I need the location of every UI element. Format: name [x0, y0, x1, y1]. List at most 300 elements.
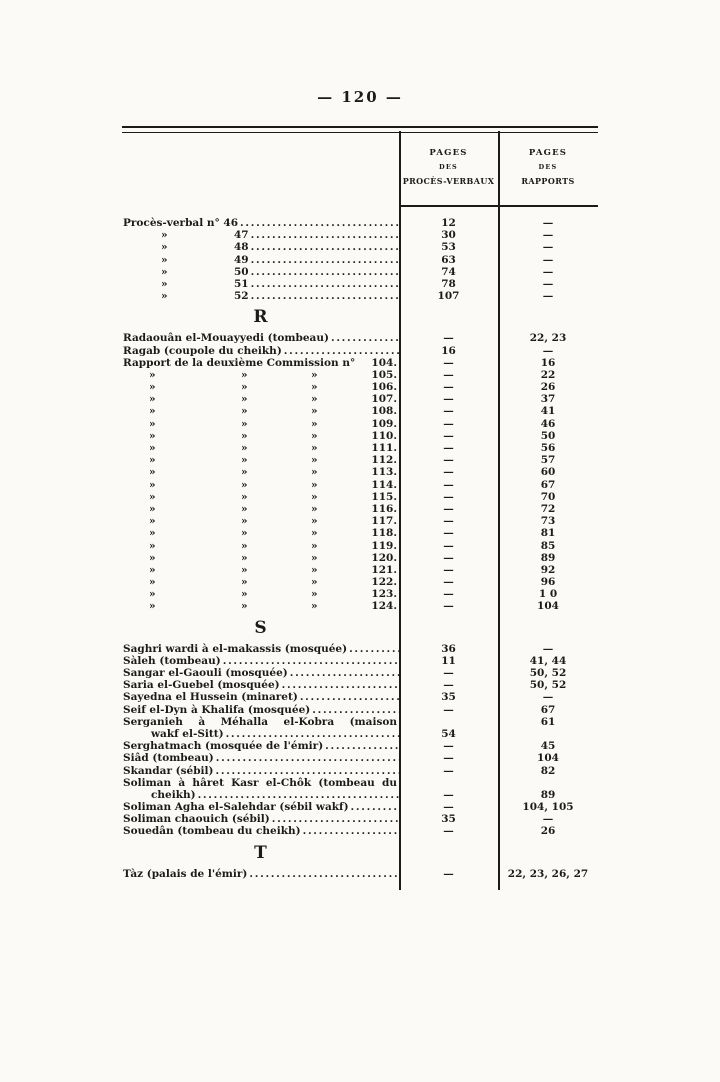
- pv-page-value: —: [443, 393, 454, 406]
- rapport-page-cell: [498, 588, 598, 600]
- entry-row: [122, 479, 598, 491]
- ditto-guillemet-mark: »: [161, 241, 168, 254]
- entry-label: Siâd (tombeau): [123, 752, 214, 765]
- ditto-guillemet-mark: »: [241, 600, 248, 613]
- section-letter: S: [254, 617, 268, 638]
- rapport-page-value: 67: [540, 478, 556, 491]
- pv-page-cell: [399, 217, 498, 229]
- ditto-number-group: [311, 588, 399, 600]
- pv-page-value: 107: [437, 290, 460, 303]
- rapport-page-cell: [498, 393, 598, 405]
- rapport-page-value: 61: [540, 715, 556, 728]
- entry-number: 123.: [371, 588, 397, 601]
- entry-row: [122, 442, 598, 454]
- entry-cell: [122, 515, 399, 527]
- entry-cell: [122, 643, 399, 655]
- entry-cell: [122, 704, 399, 716]
- ditto-guillemet-mark: »: [149, 442, 156, 454]
- entry-cell: [122, 503, 399, 515]
- rapport-page-cell: [498, 613, 598, 643]
- leader-dots: [349, 643, 399, 655]
- pv-page-cell: [399, 241, 498, 253]
- pv-page-value: —: [443, 740, 454, 753]
- entry-cell: [122, 290, 399, 302]
- entry-cell: [122, 442, 399, 454]
- pv-header-line: DES: [439, 163, 458, 171]
- entry-number: 121.: [371, 563, 397, 576]
- rapport-page-cell: [498, 418, 598, 430]
- entry-number: 124.: [371, 600, 397, 613]
- ditto-guillemet-mark: »: [149, 588, 156, 601]
- ditto-guillemet-mark: »: [241, 381, 248, 394]
- pv-header-line: PAGES: [429, 148, 468, 158]
- pv-page-cell: [399, 740, 498, 752]
- ditto-guillemet-mark: »: [241, 454, 248, 467]
- entry-label: Seif el-Dyn à Khalifa (mosquée): [123, 703, 311, 716]
- entry-row: [122, 217, 598, 229]
- pv-page-cell: [399, 479, 498, 491]
- pv-page-cell: [399, 801, 498, 813]
- entry-label: Soliman Agha el-Salehdar (sébil wakf): [123, 801, 349, 814]
- ditto-guillemet-mark: »: [241, 576, 248, 589]
- rapport-page-value: —: [542, 277, 554, 290]
- pv-page-cell: [399, 405, 498, 417]
- proces-verbaux-column-header: [399, 133, 498, 208]
- leader-dots: [282, 679, 399, 691]
- rapport-page-cell: [498, 332, 598, 344]
- ditto-guillemet-mark: »: [311, 417, 318, 430]
- pv-page-cell: [399, 302, 498, 332]
- rapport-page-cell: [498, 217, 598, 229]
- pv-page-cell: [399, 254, 498, 266]
- ditto-guillemet-mark: »: [311, 368, 318, 381]
- ditto-guillemet-mark: »: [161, 229, 168, 242]
- ditto-guillemet-mark: »: [241, 502, 248, 515]
- entry-cell: [122, 789, 399, 801]
- entry-cell: [122, 813, 399, 825]
- ditto-guillemet-mark: »: [241, 490, 248, 503]
- pv-page-cell: [399, 667, 498, 679]
- entry-number: 119.: [371, 539, 397, 552]
- pv-page-value: —: [443, 576, 454, 589]
- entry-cell: [122, 600, 399, 612]
- entry-row: [122, 290, 598, 302]
- ditto-number-group: [311, 552, 399, 564]
- rapport-page-cell: [498, 801, 598, 813]
- entry-row: [122, 825, 598, 837]
- entry-row: [122, 357, 598, 369]
- entry-number: 111.: [371, 442, 397, 454]
- ditto-number-group: [311, 491, 399, 503]
- ditto-number-group: [311, 576, 399, 588]
- rapport-page-value: —: [542, 691, 554, 704]
- pv-page-cell: [399, 491, 498, 503]
- pv-page-cell: [399, 418, 498, 430]
- entry-cell: [122, 369, 399, 381]
- rapport-page-cell: [498, 564, 598, 576]
- entry-row: [122, 600, 598, 612]
- rapport-page-value: 72: [540, 502, 556, 515]
- leader-dots: [251, 266, 399, 278]
- rapport-page-cell: [498, 765, 598, 777]
- pv-page-cell: [399, 765, 498, 777]
- ditto-guillemet-mark: »: [149, 417, 156, 430]
- leader-dots: [198, 789, 399, 801]
- vertical-rule-left: [399, 131, 401, 890]
- entry-cell: [122, 381, 399, 393]
- pv-page-value: —: [443, 600, 454, 613]
- entry-label: Radaouân el-Mouayyedi (tombeau): [123, 332, 329, 345]
- entry-label: Sayedna el Hussein (minaret): [123, 691, 298, 704]
- section-letter: R: [253, 307, 269, 328]
- entry-cell: [122, 752, 399, 764]
- entry-number: 113.: [371, 466, 397, 479]
- entry-label: Serghatmach (mosquée de l'émir): [123, 740, 324, 753]
- rapport-page-value: 89: [540, 788, 556, 801]
- entry-row: [122, 278, 598, 290]
- rapport-page-value: 60: [540, 466, 556, 479]
- rapport-page-value: 46: [540, 417, 556, 430]
- leader-dots: [331, 332, 399, 344]
- rapport-page-value: 96: [540, 576, 556, 589]
- entry-row: [122, 588, 598, 600]
- entry-number: 48: [234, 241, 249, 254]
- entry-cell: [122, 576, 399, 588]
- ditto-guillemet-mark: »: [149, 478, 156, 491]
- ditto-guillemet-mark: »: [149, 502, 156, 515]
- rapport-page-value: 89: [540, 551, 556, 564]
- ditto-guillemet-mark: »: [149, 600, 156, 613]
- rapport-page-value: 22, 23: [529, 332, 567, 345]
- entry-number: 108.: [371, 405, 397, 418]
- pv-page-value: —: [443, 825, 454, 838]
- table-top-rule: [122, 126, 598, 133]
- entry-row: [122, 345, 598, 357]
- pv-page-cell: [399, 825, 498, 837]
- ditto-guillemet-mark: »: [311, 527, 318, 540]
- rapport-page-value: 50, 52: [529, 679, 567, 692]
- rapport-page-cell: [498, 266, 598, 278]
- entry-row: [122, 704, 598, 716]
- rapport-page-value: 92: [540, 563, 556, 576]
- entry-label: Souedân (tombeau du cheikh): [123, 825, 301, 838]
- rapport-page-cell: [498, 278, 598, 290]
- pv-page-value: —: [443, 356, 454, 369]
- entry-label: Ragab (coupole du cheikh): [123, 344, 282, 357]
- pv-page-value: 78: [441, 277, 456, 290]
- entry-label: Soliman chaouich (sébil): [123, 813, 270, 826]
- entry-cell: [122, 716, 399, 728]
- entry-row: [122, 381, 598, 393]
- pv-page-cell: [399, 527, 498, 539]
- rapport-page-value: —: [542, 642, 554, 655]
- leader-dots: [312, 704, 399, 716]
- entry-cell: [122, 765, 399, 777]
- ditto-number-group: [311, 600, 399, 612]
- rapport-page-value: 41, 44: [529, 654, 567, 667]
- rapport-page-cell: [498, 540, 598, 552]
- ditto-guillemet-mark: »: [311, 600, 318, 613]
- entry-row: [122, 789, 598, 801]
- rapport-page-cell: [498, 825, 598, 837]
- pv-page-cell: [399, 588, 498, 600]
- pv-page-value: —: [443, 478, 454, 491]
- ditto-guillemet-mark: »: [311, 563, 318, 576]
- entry-row: [122, 430, 598, 442]
- ditto-guillemet-mark: »: [149, 515, 156, 528]
- entry-row: [122, 801, 598, 813]
- entry-cell: [122, 266, 399, 278]
- leader-dots: [272, 813, 399, 825]
- entry-row: [122, 752, 598, 764]
- pv-page-value: —: [443, 801, 454, 814]
- pv-page-cell: [399, 716, 498, 728]
- ditto-guillemet-mark: »: [311, 393, 318, 406]
- entry-cell: [122, 229, 399, 241]
- rapport-page-cell: [498, 302, 598, 332]
- ditto-number-group: [311, 503, 399, 515]
- ditto-guillemet-mark: »: [241, 588, 248, 601]
- rapport-page-cell: [498, 576, 598, 588]
- entry-cell: [122, 868, 399, 880]
- ditto-guillemet-mark: »: [241, 429, 248, 442]
- leader-dots: [325, 740, 399, 752]
- rapport-page-value: 37: [540, 393, 556, 406]
- rapport-page-value: 22, 23, 26, 27: [507, 867, 589, 880]
- leader-dots: [251, 229, 399, 241]
- rapport-page-cell: [498, 229, 598, 241]
- entry-row: [122, 491, 598, 503]
- entry-row: [122, 393, 598, 405]
- ditto-guillemet-mark: »: [311, 576, 318, 589]
- entry-number: 109.: [371, 417, 397, 430]
- rapport-page-cell: [498, 679, 598, 691]
- pv-page-value: —: [443, 332, 454, 345]
- leader-dots: [300, 691, 399, 703]
- rapport-page-value: 22: [540, 368, 556, 381]
- rapport-page-cell: [498, 600, 598, 612]
- rapport-page-cell: [498, 789, 598, 801]
- entry-label: Sangar el-Gaouli (mosquée): [123, 667, 288, 679]
- leader-dots: [251, 254, 399, 266]
- entry-cell: [122, 405, 399, 417]
- rapport-page-cell: [498, 838, 598, 868]
- ditto-number-group: [311, 381, 399, 393]
- rapports-header-line: RAPPORTS: [521, 176, 575, 186]
- pv-page-cell: [399, 278, 498, 290]
- entry-row: [122, 716, 598, 728]
- pv-page-value: —: [443, 515, 454, 528]
- rapport-page-cell: [498, 369, 598, 381]
- entry-number: 116.: [371, 502, 397, 515]
- pv-page-cell: [399, 357, 498, 369]
- ditto-guillemet-mark: »: [149, 551, 156, 564]
- entry-label: Rapport de la deuxième Commission n°: [123, 356, 356, 369]
- entry-row: [122, 868, 598, 880]
- rapport-page-cell: [498, 655, 598, 667]
- rapport-page-value: 81: [540, 527, 556, 540]
- rapport-page-value: —: [542, 253, 554, 266]
- entry-number: 51: [234, 277, 249, 290]
- entry-row: [122, 229, 598, 241]
- entry-row: [122, 454, 598, 466]
- entry-cell: [122, 278, 399, 290]
- pv-page-cell: [399, 454, 498, 466]
- pv-page-value: —: [443, 429, 454, 442]
- ditto-guillemet-mark: »: [311, 454, 318, 467]
- pv-page-cell: [399, 564, 498, 576]
- entry-cell: [122, 217, 399, 229]
- table-body: [122, 208, 598, 896]
- ditto-guillemet-mark: »: [241, 405, 248, 418]
- ditto-guillemet-mark: »: [241, 527, 248, 540]
- section-row: [122, 838, 598, 868]
- ditto-guillemet-mark: »: [149, 381, 156, 394]
- pv-page-cell: [399, 868, 498, 880]
- ditto-number-group: [311, 515, 399, 527]
- rapport-page-value: 56: [540, 442, 556, 454]
- entry-cell: [122, 655, 399, 667]
- leader-dots: [251, 278, 399, 290]
- rapport-page-cell: [498, 777, 598, 789]
- ditto-guillemet-mark: »: [311, 429, 318, 442]
- rapport-page-cell: [498, 381, 598, 393]
- entry-cell: [122, 777, 399, 789]
- ditto-guillemet-mark: »: [149, 393, 156, 406]
- pv-page-cell: [399, 332, 498, 344]
- rapport-page-value: 26: [540, 825, 556, 838]
- entry-row: [122, 241, 598, 253]
- entry-cell: [122, 691, 399, 703]
- entry-row: [122, 643, 598, 655]
- ditto-guillemet-mark: »: [311, 515, 318, 528]
- entry-row: [122, 728, 598, 740]
- rapport-page-value: 82: [540, 764, 556, 777]
- ditto-number-group: [311, 418, 399, 430]
- pv-page-cell: [399, 600, 498, 612]
- entry-number: 52: [234, 290, 249, 303]
- entry-cell: [122, 667, 399, 679]
- entry-cell: [122, 564, 399, 576]
- rapport-page-cell: [498, 704, 598, 716]
- pv-page-cell: [399, 838, 498, 868]
- entry-row: [122, 777, 598, 789]
- pv-page-cell: [399, 576, 498, 588]
- leader-dots: [240, 217, 399, 229]
- ditto-guillemet-mark: »: [311, 490, 318, 503]
- section-letter: T: [254, 842, 268, 863]
- rapport-page-value: —: [542, 813, 554, 826]
- ditto-guillemet-mark: »: [149, 539, 156, 552]
- entry-row: [122, 552, 598, 564]
- entry-number: 122.: [371, 576, 397, 589]
- rapport-page-cell: [498, 667, 598, 679]
- leader-dots: [251, 290, 399, 302]
- pv-page-cell: [399, 813, 498, 825]
- pv-page-cell: [399, 381, 498, 393]
- rapport-page-cell: [498, 442, 598, 454]
- ditto-guillemet-mark: »: [241, 563, 248, 576]
- entry-row: [122, 254, 598, 266]
- entry-cell: [122, 588, 399, 600]
- pv-page-value: 53: [441, 241, 456, 254]
- ditto-guillemet-mark: »: [149, 490, 156, 503]
- entry-row: [122, 466, 598, 478]
- entry-number: 114.: [371, 478, 397, 491]
- leader-dots: [216, 752, 399, 764]
- rapport-page-value: 67: [540, 703, 556, 716]
- leader-dots: [303, 825, 399, 837]
- ditto-guillemet-mark: »: [241, 466, 248, 479]
- ditto-guillemet-mark: »: [311, 539, 318, 552]
- entry-cell: [122, 728, 399, 740]
- pv-page-value: 74: [441, 265, 456, 278]
- ditto-guillemet-mark: »: [241, 515, 248, 528]
- pv-page-cell: [399, 515, 498, 527]
- entry-label: Sàleh (tombeau): [123, 654, 221, 667]
- rapport-page-value: —: [542, 344, 554, 357]
- pv-page-value: 63: [441, 253, 456, 266]
- entry-label: Skandar (sébil): [123, 764, 214, 777]
- entry-number: 49: [234, 253, 249, 266]
- entry-row: [122, 679, 598, 691]
- leader-dots: [284, 345, 399, 357]
- ditto-number-group: [311, 393, 399, 405]
- rapport-page-cell: [498, 868, 598, 880]
- entry-label-continuation: wakf el-Sitt): [151, 727, 224, 740]
- entry-number: 107.: [371, 393, 397, 406]
- entry-number: 118.: [371, 527, 397, 540]
- rapport-page-cell: [498, 813, 598, 825]
- pv-page-value: —: [443, 551, 454, 564]
- pv-page-value: 30: [441, 229, 456, 242]
- entry-number: 120.: [371, 551, 397, 564]
- entry-number: 105.: [371, 368, 397, 381]
- entry-cell: [122, 393, 399, 405]
- pv-page-value: —: [443, 679, 454, 692]
- rapport-page-value: 45: [540, 740, 556, 753]
- pv-page-value: —: [443, 539, 454, 552]
- ditto-guillemet-mark: »: [311, 405, 318, 418]
- ditto-guillemet-mark: »: [241, 478, 248, 491]
- rapport-page-value: —: [542, 290, 554, 303]
- pv-page-cell: [399, 704, 498, 716]
- leader-dots: [251, 241, 399, 253]
- pv-page-cell: [399, 540, 498, 552]
- entries-column-header-empty: [122, 133, 399, 208]
- rapport-page-cell: [498, 503, 598, 515]
- rapport-page-cell: [498, 405, 598, 417]
- entry-row: [122, 691, 598, 703]
- entry-cell: [122, 527, 399, 539]
- entry-cell: [122, 345, 399, 357]
- rapport-page-cell: [498, 454, 598, 466]
- rapport-page-cell: [498, 716, 598, 728]
- pv-header-line: PROCÈS-VERBAUX: [402, 176, 495, 186]
- entry-cell: [122, 357, 399, 369]
- entry-label: Saria el-Guebel (mosquée): [123, 679, 280, 692]
- pv-page-cell: [399, 643, 498, 655]
- rapport-page-cell: [498, 527, 598, 539]
- rapport-page-value: 41: [540, 405, 556, 418]
- rapport-page-cell: [498, 479, 598, 491]
- entry-label: Procès-verbal n° 46: [123, 217, 239, 229]
- entry-row: [122, 418, 598, 430]
- pv-page-value: —: [443, 588, 454, 601]
- ditto-guillemet-mark: »: [241, 539, 248, 552]
- pv-page-cell: [399, 752, 498, 764]
- pv-page-value: 35: [441, 813, 456, 826]
